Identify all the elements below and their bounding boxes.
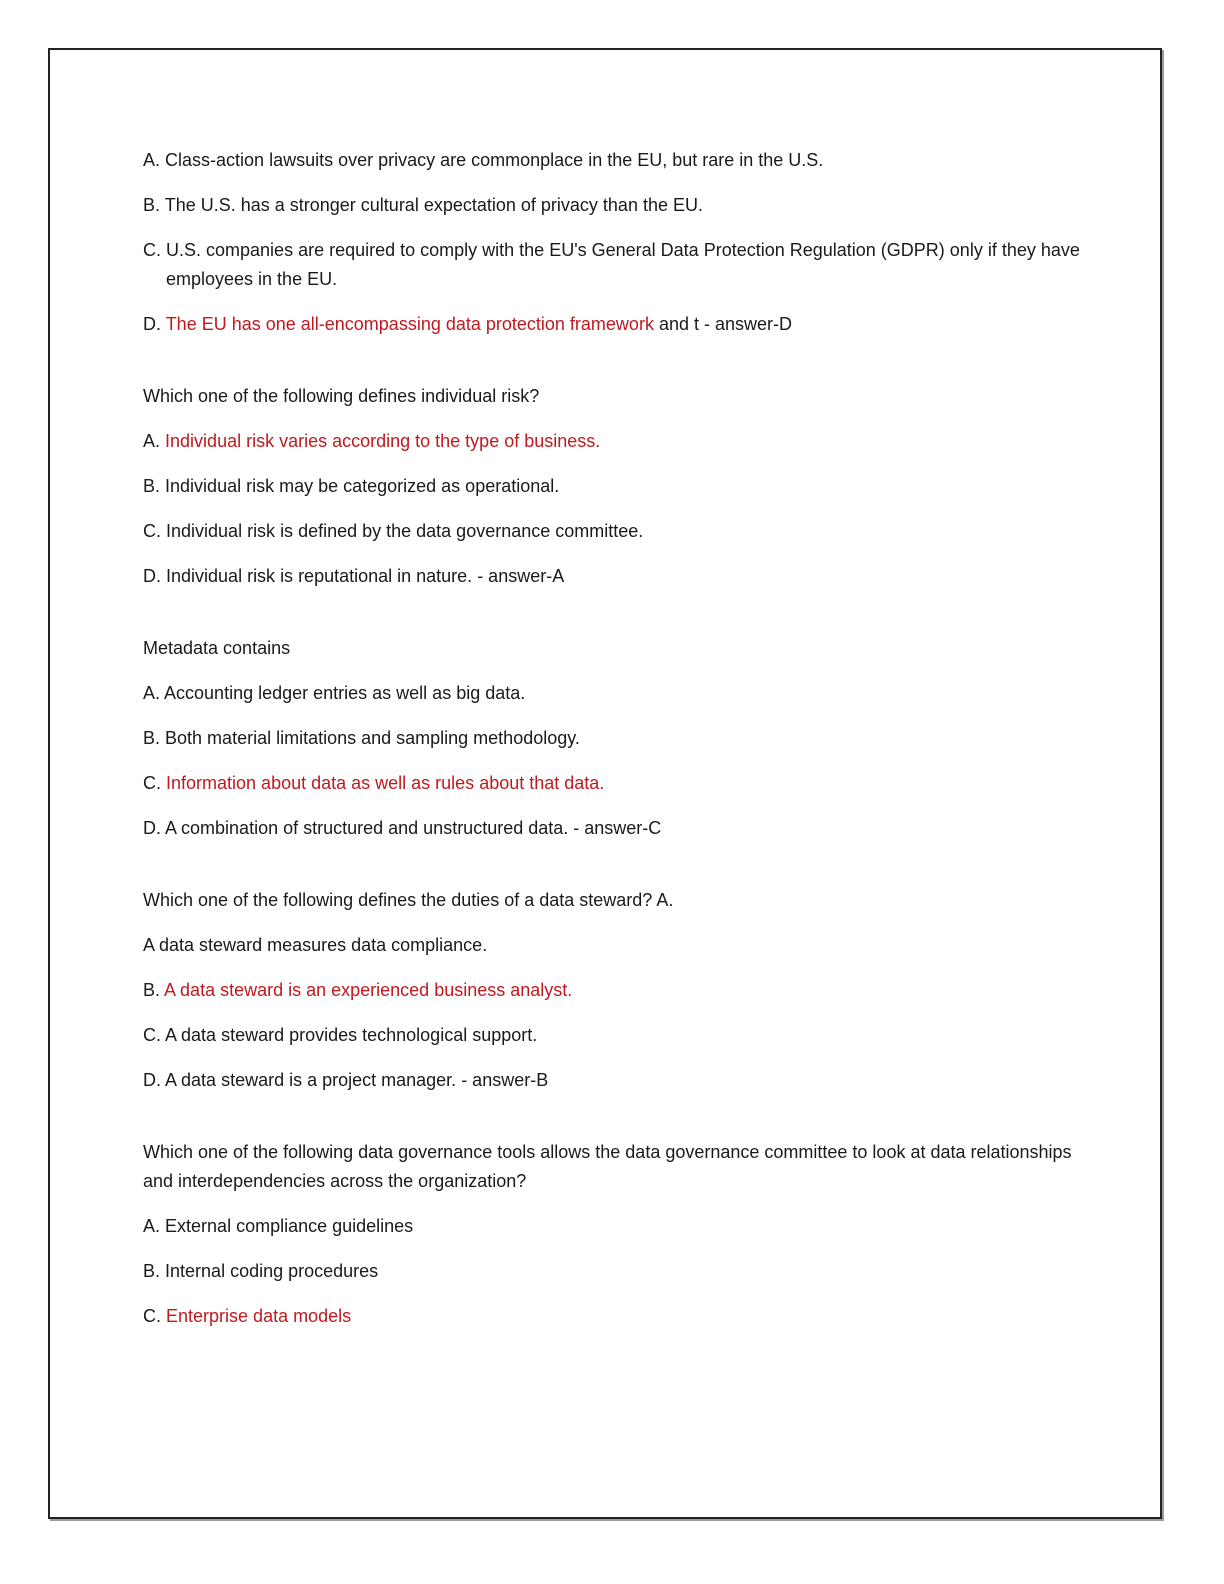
- option-line: [143, 1302, 1083, 1331]
- document-body: [143, 146, 1083, 1374]
- answer-suffix: - answer-A: [472, 566, 565, 586]
- option-letter: B.: [143, 476, 161, 496]
- option-letter: B.: [143, 1261, 161, 1281]
- correct-option-text: Information about data as well as rules about that data.: [166, 773, 605, 793]
- option-line: [143, 976, 1083, 1005]
- option-letter: C.: [143, 1306, 161, 1326]
- option-line: [143, 517, 1083, 546]
- option-line: [143, 679, 1083, 708]
- option-line: [143, 146, 1083, 175]
- answer-suffix: and t - answer-D: [653, 314, 792, 334]
- option-text: A data steward is a project manager.: [165, 1070, 457, 1090]
- option-line: [143, 472, 1083, 501]
- option-letter: C.: [143, 1025, 161, 1045]
- option-text: Accounting ledger entries as well as big data.: [164, 683, 526, 703]
- option-text: Individual risk is reputational in nature.: [166, 566, 473, 586]
- answer-suffix: - answer-C: [568, 818, 662, 838]
- option-letter: A.: [143, 150, 161, 170]
- option-line: [143, 1257, 1083, 1286]
- option-letter: D.: [143, 1070, 161, 1090]
- option-letter: C.: [143, 240, 161, 260]
- option-line: [143, 1021, 1083, 1050]
- question-stem: Metadata contains: [143, 638, 291, 658]
- option-text: Both material limitations and sampling methodology.: [165, 728, 580, 748]
- option-line: [143, 724, 1083, 753]
- option-letter: B.: [143, 728, 161, 748]
- option-line: [143, 1066, 1083, 1095]
- option-letter: B.: [143, 980, 161, 1000]
- answer-suffix: - answer-B: [456, 1070, 549, 1090]
- option-line: [143, 814, 1083, 843]
- option-line: [143, 191, 1083, 220]
- option-line: [143, 427, 1083, 456]
- option-letter: C.: [143, 521, 161, 541]
- correct-option-text: The EU has one all-encompassing data protection framework: [165, 314, 654, 334]
- option-text: Internal coding procedures: [165, 1261, 379, 1281]
- option-text: The U.S. has a stronger cultural expectation of privacy than the EU.: [164, 195, 703, 215]
- option-letter: A.: [143, 683, 161, 703]
- question-block: [143, 886, 1083, 1095]
- option-text: U.S. companies are required to comply with the EU's General Data Protection Regulation (GDPR) only if they have employees in the EU.: [166, 240, 1080, 289]
- question-block: [143, 146, 1083, 339]
- option-letter: D.: [143, 818, 161, 838]
- option-text: Individual risk may be categorized as operational.: [165, 476, 560, 496]
- option-text: External compliance guidelines: [165, 1216, 414, 1236]
- question-block: [143, 1138, 1083, 1331]
- option-letter: B.: [143, 195, 161, 215]
- question-stem: Which one of the following defines individual risk?: [143, 386, 540, 406]
- option-line: [143, 769, 1083, 798]
- option-text: A combination of structured and unstructured data.: [165, 818, 569, 838]
- question-stem: Which one of the following data governance tools allows the data governance committee to look at data relationships and interdependencies across the organization?: [143, 1142, 1072, 1191]
- option-line: [143, 236, 1083, 294]
- option-line: [143, 310, 1083, 339]
- option-letter: D.: [143, 314, 161, 334]
- correct-option-text: A data steward is an experienced business analyst.: [164, 980, 573, 1000]
- correct-option-text: Individual risk varies according to the type of business.: [165, 431, 601, 451]
- question-stem: Which one of the following defines the duties of a data steward? A.: [143, 890, 674, 910]
- option-letter: A.: [143, 1216, 161, 1236]
- question-block: [143, 634, 1083, 843]
- option-letter: A.: [143, 431, 161, 451]
- option-text: A data steward provides technological support.: [165, 1025, 538, 1045]
- option-line: [143, 1212, 1083, 1241]
- option-line: [143, 931, 1083, 960]
- option-letter: D.: [143, 566, 161, 586]
- option-text: A data steward measures data compliance.: [143, 935, 488, 955]
- option-letter: C.: [143, 773, 161, 793]
- option-text: Individual risk is defined by the data governance committee.: [166, 521, 644, 541]
- correct-option-text: Enterprise data models: [166, 1306, 352, 1326]
- option-text: Class-action lawsuits over privacy are commonplace in the EU, but rare in the U.S.: [165, 150, 824, 170]
- question-block: [143, 382, 1083, 591]
- option-line: [143, 562, 1083, 591]
